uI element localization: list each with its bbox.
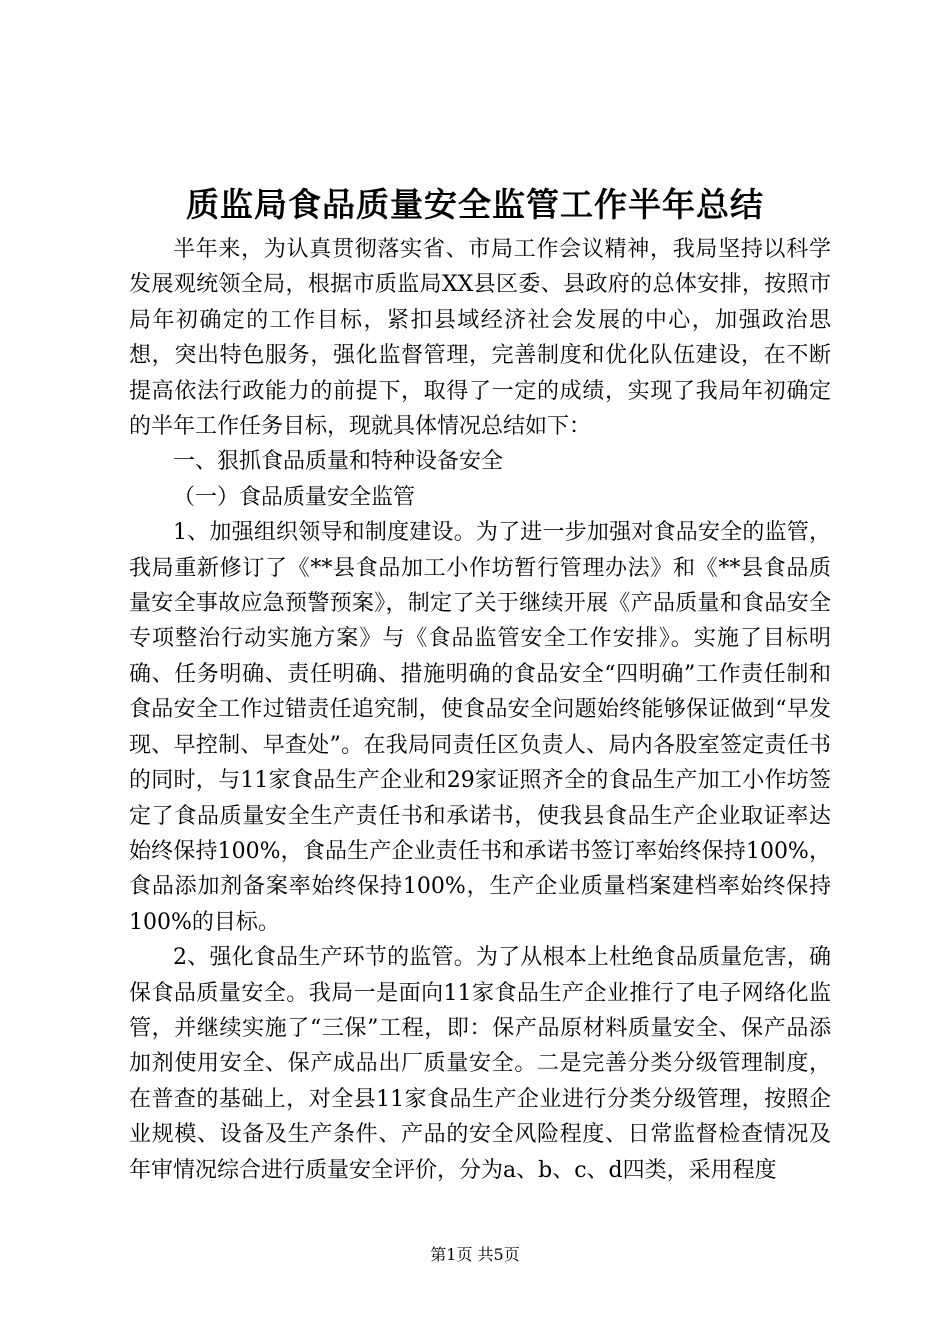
document-title: 质监局食品质量安全监管工作半年总结 <box>186 185 764 224</box>
subsection-heading-1: （一）食品质量安全监管 <box>173 484 416 510</box>
page-number-footer: 第1页 共5页 <box>430 1245 520 1264</box>
document-body <box>129 232 831 1188</box>
section-heading-1: 一、狠抓食品质量和特种设备安全 <box>173 449 504 475</box>
paragraph-item-1: 1、加强组织领导和制度建设。为了进一步加强对食品安全的监管，我局重新修订了《**县食品加工小作坊暂行管理办法》和《**县食品质量安全事故应急预警预案》，制定了关于继续开展《产品质量和食品安全专项整治行动实施方案》与《食品监管安全工作安排》。实施了目标明确、任务明确、责任明确、措施明确的食品安全“四明确”工作责任制和食品安全工作过错责任追究制，使食品安全问题始终能够保证做到“早发现、早控制、早查处”。在我局同责任区负责人、局内各股室签定责任书的同时，与11家食品生产企业和29家证照齐全的食品生产加工小作坊签定了食品质量安全生产责任书和承诺书，使我县食品生产企业取证率达始终保持100%，食品生产企业责任书和承诺书签订率始终保持100%，食品添加剂备案率始终保持100%，生产企业质量档案建档率始终保持100%的目标。 <box>129 520 831 935</box>
paragraph-intro: 半年来，为认真贯彻落实省、市局工作会议精神，我局坚持以科学发展观统领全局，根据市质监局XX县区委、县政府的总体安排，按照市局年初确定的工作目标，紧扣县域经济社会发展的中心，加强政治思想，突出特色服务，强化监督管理，完善制度和优化队伍建设，在不断提高依法行政能力的前提下，取得了一定的成绩，实现了我局年初确定的半年工作任务目标，现就具体情况总结如下： <box>129 237 831 440</box>
paragraph-item-2: 2、强化食品生产环节的监管。为了从根本上杜绝食品质量危害，确保食品质量安全。我局一是面向11家食品生产企业推行了电子网络化监管，并继续实施了“三保”工程，即：保产品原材料质量安全、保产品添加剂使用安全、保产成品出厂质量安全。二是完善分类分级管理制度，在普查的基础上，对全县11家食品生产企业进行分类分级管理，按照企业规模、设备及生产条件、产品的安全风险程度、日常监督检查情况及年审情况综合进行质量安全评价，分为a、b、c、d四类，采用程度 <box>129 945 831 1183</box>
